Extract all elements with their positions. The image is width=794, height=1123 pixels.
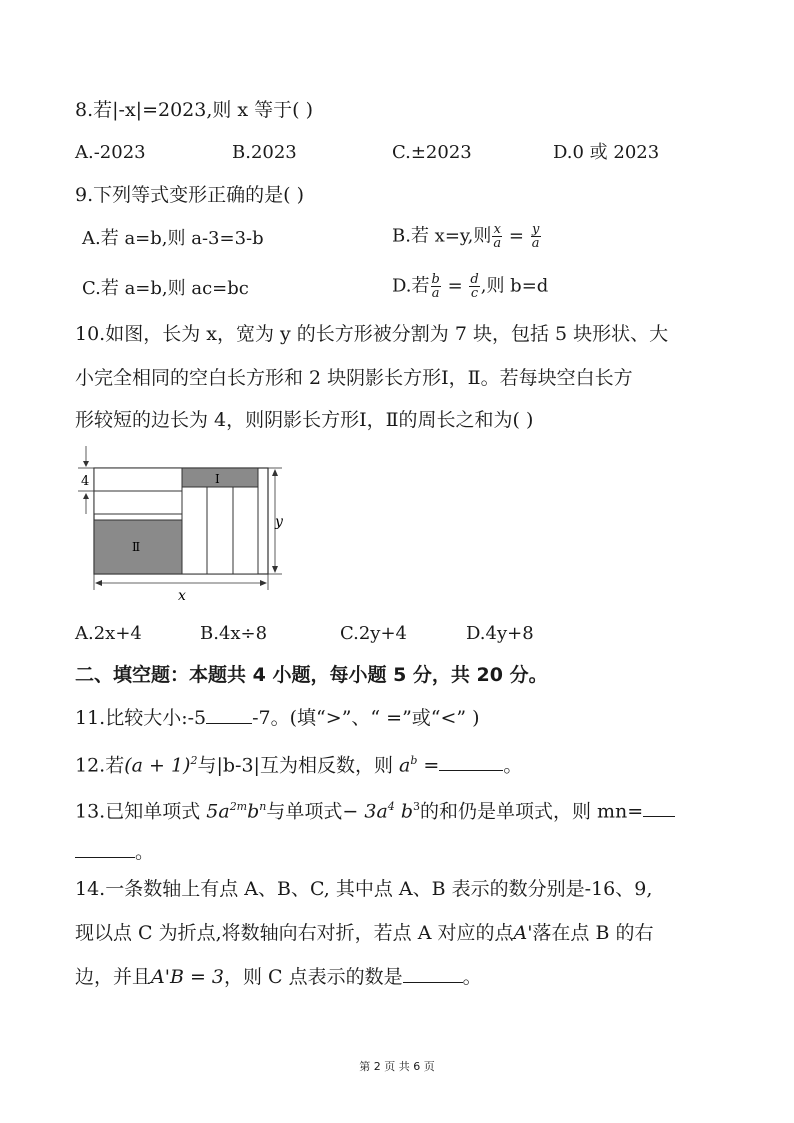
q10-figure: [70, 440, 310, 610]
page-footer: 第 2 页 共 6 页: [359, 1060, 435, 1073]
label-y: y: [275, 514, 283, 530]
q10-option-c: C.2y+4: [340, 623, 408, 644]
q9-option-a: A.若 a=b,则 a-3=3-b: [82, 228, 264, 249]
blank-rect-3: [182, 487, 207, 574]
equals-sign: =: [447, 275, 463, 297]
q12-mid: 与|b-3|互为相反数，则: [197, 754, 393, 777]
numerator: d: [470, 272, 479, 287]
q12-exp1: 2: [190, 754, 198, 767]
answer-blank-start[interactable]: [643, 798, 675, 817]
q10-line-2: 小完全相同的空白长方形和 2 块阴影长方形Ⅰ，Ⅱ。若每块空白长方: [75, 367, 633, 389]
answer-blank-end[interactable]: [75, 839, 135, 858]
q14-line-2a: 现以点 C 为折点,将数轴向右对折，若点 A 对应的点: [75, 922, 514, 944]
q8-option-d: D.0 或 2023: [553, 142, 660, 163]
denominator: a: [431, 286, 440, 301]
variable: b: [247, 800, 260, 823]
blank-rect-2: [94, 491, 182, 514]
answer-blank[interactable]: [206, 705, 252, 724]
q13-prefix: 13.已知单项式: [75, 800, 201, 823]
q13-mid: 与单项式: [266, 800, 343, 823]
q14-line-3b: ，则 C 点表示的数是: [224, 966, 403, 988]
q13-end: 。: [135, 841, 155, 863]
fraction: [492, 223, 502, 250]
exponent: 4: [387, 800, 395, 813]
q12-eq: =: [417, 754, 440, 777]
q13-suffix: 的和仍是单项式，则 mn=: [420, 800, 644, 823]
q14-line-3-end: 。: [462, 966, 482, 988]
q12: [75, 749, 522, 777]
label-x: x: [178, 588, 186, 604]
q14-line-2b: 落在点 B 的右: [532, 922, 654, 944]
q9-option-b: [392, 223, 542, 250]
answer-blank[interactable]: [439, 752, 503, 771]
fraction: [531, 223, 541, 250]
q14-point-a-prime: A': [513, 922, 533, 944]
numerator: b: [431, 272, 440, 287]
denominator: a: [493, 236, 502, 251]
exponent: 2m: [229, 800, 248, 813]
blank-rect-4: [207, 487, 233, 574]
q12-prefix: 12.若: [75, 754, 125, 777]
q10-option-a: A.2x+4: [75, 623, 142, 644]
q12-expr2: a: [399, 754, 411, 777]
q8-option-c: C.±2023: [392, 142, 472, 163]
fraction: [431, 273, 441, 300]
variable: b: [394, 800, 413, 823]
q9-option-d-prefix: D.若: [392, 275, 430, 297]
exponent: n: [259, 800, 267, 813]
q14-line-2: [75, 921, 653, 945]
equals-sign: =: [508, 225, 524, 247]
q10-line-3: 形较短的边长为 4，则阴影长方形Ⅰ，Ⅱ的周长之和为( ): [75, 409, 534, 431]
label-4: 4: [81, 474, 90, 489]
q14-line-3: [75, 964, 482, 989]
q12-end: 。: [503, 754, 523, 777]
q14-line-3a: 边，并且: [75, 966, 152, 988]
q13-continuation: [75, 839, 154, 864]
denominator: a: [531, 236, 540, 251]
q10-line-1: 10.如图，长为 x，宽为 y 的长方形被分割为 7 块，包括 5 块形状、大: [75, 323, 669, 345]
blank-rect-1: [94, 468, 182, 491]
q14-line-1: 14.一条数轴上有点 A、B、C, 其中点 A、B 表示的数分别是-16、9,: [75, 878, 653, 900]
denominator: c: [470, 286, 479, 301]
q11-before: 11.比较大小:-5: [75, 707, 207, 729]
q9-option-d-suffix: ,则 b=d: [480, 275, 549, 297]
blank-rect-5: [233, 487, 258, 574]
q10-option-d: D.4y+8: [466, 623, 534, 644]
q8-option-b: B.2023: [232, 142, 297, 163]
q8-stem: 8.若|-x|=2023,则 x 等于( ): [75, 99, 314, 121]
q8-option-a: A.-2023: [75, 142, 146, 163]
q9-option-c: C.若 a=b,则 ac=bc: [82, 278, 249, 299]
q9-option-d: [392, 273, 548, 300]
label-I: Ⅰ: [215, 472, 220, 486]
label-II: Ⅱ: [132, 540, 141, 554]
shaded-rect-I: [182, 468, 258, 487]
q11-after: -7。(填“>”、“ =”或“<” ): [252, 707, 480, 729]
q9-stem: 9.下列等式变形正确的是( ): [75, 184, 304, 206]
fraction: [469, 273, 479, 300]
q14-expr: A'B = 3: [151, 966, 225, 988]
section-heading: 二、填空题：本题共 4 小题，每小题 5 分，共 20 分。: [75, 664, 548, 686]
q13: [75, 795, 675, 823]
q10-option-b: B.4x÷8: [200, 623, 268, 644]
q9-option-b-prefix: B.若 x=y,则: [392, 225, 492, 247]
q13-monomial-1: 5a: [206, 800, 230, 823]
q12-exp2: b: [410, 754, 418, 767]
q11: [75, 705, 480, 730]
q13-monomial-2: − 3a: [342, 800, 388, 823]
answer-blank[interactable]: [403, 964, 463, 983]
exponent: 3: [413, 800, 420, 813]
q12-expr1: (a + 1): [124, 754, 191, 777]
numerator: y: [531, 222, 540, 237]
numerator: x: [493, 222, 501, 237]
